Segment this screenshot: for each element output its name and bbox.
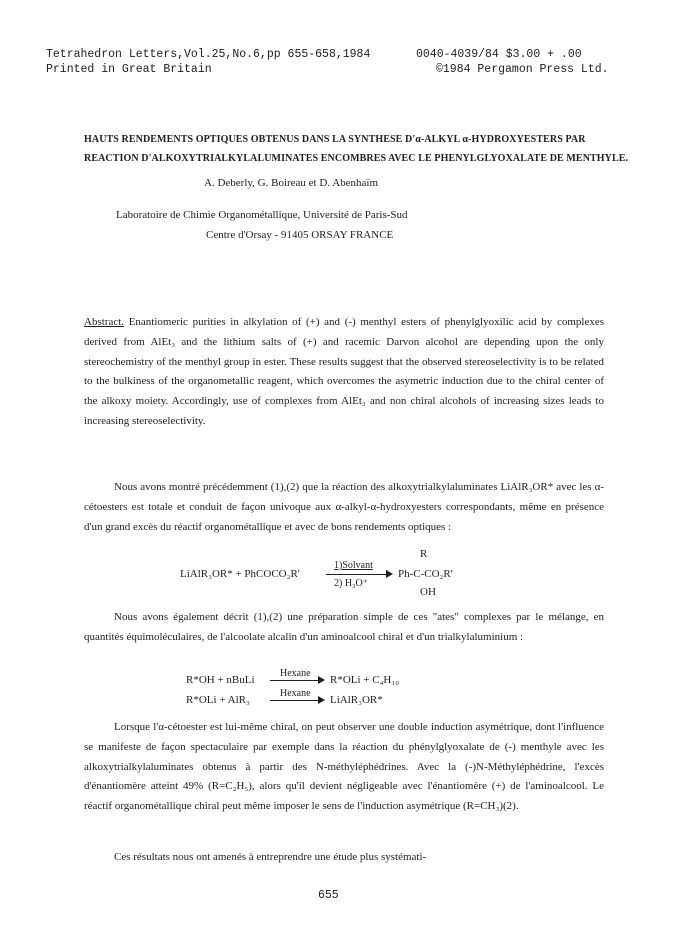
paragraph-4 <box>84 848 604 868</box>
abstract-label: Abstract. <box>84 316 125 328</box>
eq1-product-R: R <box>420 548 428 560</box>
paragraph-3-text: Lorsque l'α-cétoester est lui-même chiral, on peut observer une double induction asymétrique, dont l'influence se manifeste de façon spectaculaire par exemple dans la réaction du phénylglyoxalate de (-) menthyle avec les alkoxytrialkylaluminates obtenus à partir des N-méthyléphédrines. Avec la (-)N-Méthyléphédrine, l'excès d'énantiomère atteint 49% (R=C₂H₅), alors qu'il devient négligeable avec l'énantiomère (+) de l'aminoalcool. Le réactif organométallique chiral peut même imposer le sens de l'induction asymétrique (R=CH₃)(2). <box>84 721 604 813</box>
affiliation-line-1: Laboratoire de Chimie Organométallique, Université de Paris-Sud <box>116 209 408 221</box>
abstract-text: Enantiomeric purities in alkylation of (+) and (-) menthyl esters of phenylglyoxilic acid by complexes derived from AlEt₃ and the lithium salts of (+) and racemic Darvon alcohol are depending upon the only stereochemistry of the menthyl group in ester. These results suggest that the observed stereoselectivity is to be related to the bulkiness of the organometallic reagent, which overcomes the asymetric induction due to the chiral center of the alkoxy moiety. Accordingly, use of complexes from AlEt₃ and non chiral alcohols of increasing sizes leads to increasing stereoselectivity. <box>84 316 605 427</box>
eq1-condition-2: 2) H₃O⁺ <box>334 578 369 589</box>
eq2-row1-reactants: R*OH + nBuLi <box>186 674 255 686</box>
paragraph-3 <box>84 718 604 817</box>
eq2-row2-arrow-head <box>318 696 325 704</box>
eq2-row1-condition: Hexane <box>280 668 311 679</box>
abstract <box>84 313 604 432</box>
article-title-line-1: HAUTS RENDEMENTS OPTIQUES OBTENUS DANS LA SYNTHESE D'α-ALKYL α-HYDROXYESTERS PAR <box>84 134 586 145</box>
eq2-row2-product: LiAlR₃OR* <box>330 694 383 706</box>
eq2-row1-products: R*OLi + C₄H₁₀ <box>330 674 400 686</box>
paragraph-1-text: Nous avons montré précédemment (1),(2) que la réaction des alkoxytrialkylaluminates LiAlR₃OR* avec les α-cétoesters est totale et conduit de façon univoque aux α-alkyl-α-hydroxyesters correspondants, même en présence d'un grand excès du réactif organométallique et avec de bons rendements optiques : <box>84 481 604 533</box>
paragraph-4-text: Ces résultats nous ont amenés à entreprendre une étude plus systémati- <box>114 851 427 863</box>
eq1-product: Ph-C-CO₂R' <box>398 568 453 580</box>
issn-price: 0040-4039/84 $3.00 + .00 <box>416 48 582 61</box>
journal-citation: Tetrahedron Letters,Vol.25,No.6,pp 655-658,1984 <box>46 48 371 61</box>
eq1-condition-1: 1)Solvant <box>334 560 373 571</box>
page-number: 655 <box>318 889 339 902</box>
printed-in: Printed in Great Britain <box>46 63 212 76</box>
eq2-row1-arrow-head <box>318 676 325 684</box>
paragraph-1 <box>84 478 604 537</box>
copyright: ©1984 Pergamon Press Ltd. <box>436 63 609 76</box>
paragraph-2-text: Nous avons également décrit (1),(2) une préparation simple de ces "ates" complexes par le mélange, en quantités équimoléculaires, de l'alcoolate alcalin d'un aminoalcool chiral et d'un trialkylaluminium : <box>84 611 604 643</box>
eq2-row2-reactants: R*OLi + AlR₃ <box>186 694 250 706</box>
eq1-reactants: LiAlR₃OR* + PhCOCO₂R' <box>180 568 300 580</box>
reaction-scheme-2 <box>186 668 486 714</box>
authors: A. Deberly, G. Boireau et D. Abenhaïm <box>204 177 379 189</box>
affiliation-line-2: Centre d'Orsay - 91405 ORSAY FRANCE <box>206 229 394 241</box>
eq1-arrow-head <box>386 570 393 578</box>
paragraph-2 <box>84 608 604 648</box>
eq2-row2-condition: Hexane <box>280 688 311 699</box>
eq1-arrow <box>326 574 390 575</box>
eq2-row1-arrow <box>270 680 322 681</box>
eq1-product-OH: OH <box>420 586 436 598</box>
eq2-row2-arrow <box>270 700 322 701</box>
article-title-line-2: REACTION D'ALKOXYTRIALKYLALUMINATES ENCOMBRES AVEC LE PHENYLGLYOXALATE DE MENTHYLE. <box>84 153 629 164</box>
reaction-scheme-1 <box>180 548 520 600</box>
